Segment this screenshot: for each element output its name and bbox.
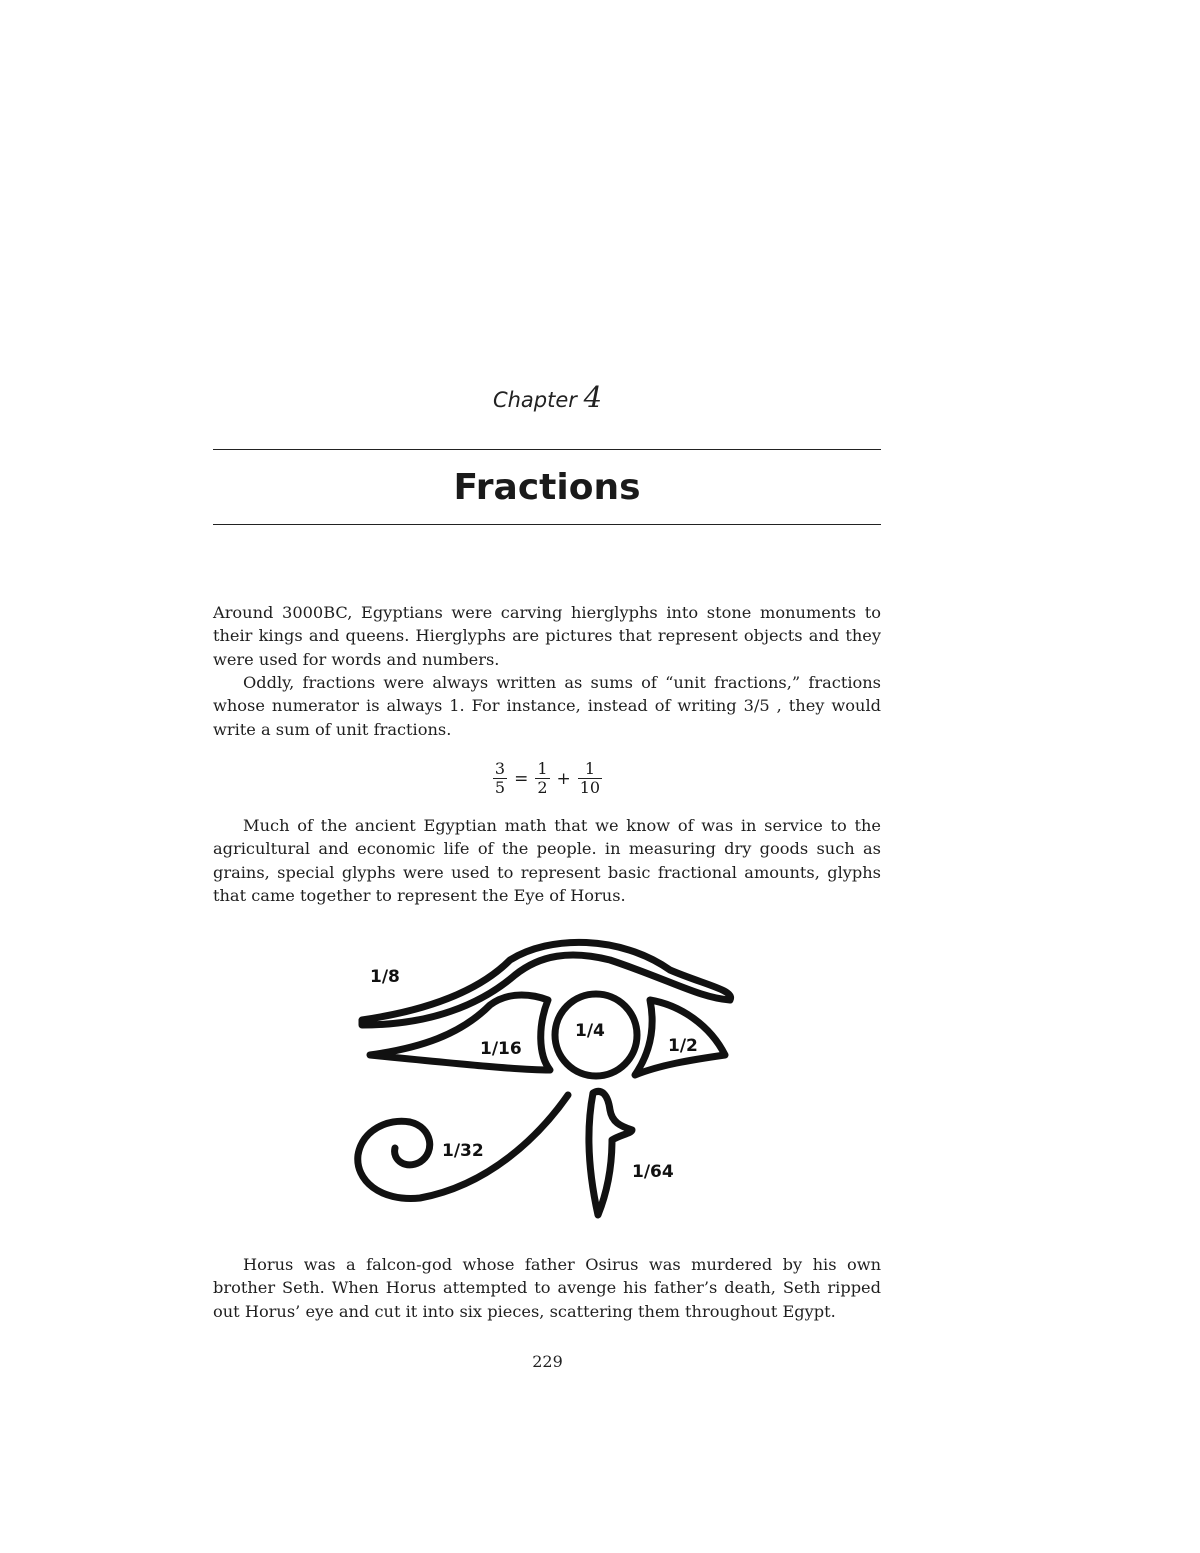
label-one-sixteenth: 1/16 (480, 1039, 522, 1059)
paragraph-intro: Around 3000BC, Egyptians were carving hierglyphs into stone monuments to their kings and queens. Hierglyphs are pictures that represent objects and they were used for words and numbers. (213, 603, 881, 669)
paragraph-eye-of-horus: Much of the ancient Egyptian math that we know of was in service to the agricultural and economic life of the people. in measuring dry goods such as grains, special glyphs were used to represent basic fractional amounts, glyphs that came together to represent the Eye of Horus. (213, 816, 881, 906)
denominator: 2 (537, 778, 548, 797)
denominator: 10 (579, 778, 601, 797)
chapter-title: Fractions (453, 467, 641, 508)
plus-sign: + (556, 768, 571, 789)
equation-unit-fractions (0, 760, 1095, 797)
numerator: 3 (494, 759, 506, 778)
label-one-half: 1/2 (668, 1036, 698, 1056)
label-one-thirtysecond: 1/32 (442, 1141, 484, 1161)
fraction-three-fifths (493, 760, 507, 797)
numerator: 1 (584, 759, 596, 778)
page-number: 229 (532, 1352, 563, 1371)
title-rule-bottom (213, 524, 881, 525)
fraction-one-half (535, 760, 549, 797)
label-one-quarter: 1/4 (575, 1021, 605, 1041)
chapter-number: 4 (583, 380, 603, 414)
teardrop-glyph (589, 1091, 632, 1215)
paragraph-horus-myth: Horus was a falcon-god whose father Osirus was murdered by his own brother Seth. When Horus attempted to avenge his father’s death, Seth ripped out Horus’ eye and cut it into six pieces, scattering them throughout Egypt. (213, 1255, 881, 1321)
fraction-one-tenth (578, 760, 602, 797)
label-one-sixtyfourth: 1/64 (632, 1162, 674, 1182)
chapter-word: Chapter (492, 388, 577, 412)
eye-of-horus-figure (340, 930, 740, 1230)
equals-sign: = (514, 768, 529, 789)
chapter-label (0, 380, 1095, 414)
title-rule-top (213, 449, 881, 450)
numerator: 1 (537, 759, 548, 778)
paragraph-unit-fractions: Oddly, fractions were always written as sums of “unit fractions,” fractions whose numerator is always 1. For instance, instead of writing 3/5 , they would write a sum of unit fractions. (213, 673, 881, 739)
denominator: 5 (494, 778, 506, 797)
label-one-eighth: 1/8 (370, 967, 400, 987)
eye-of-horus-illustration (340, 930, 740, 1230)
